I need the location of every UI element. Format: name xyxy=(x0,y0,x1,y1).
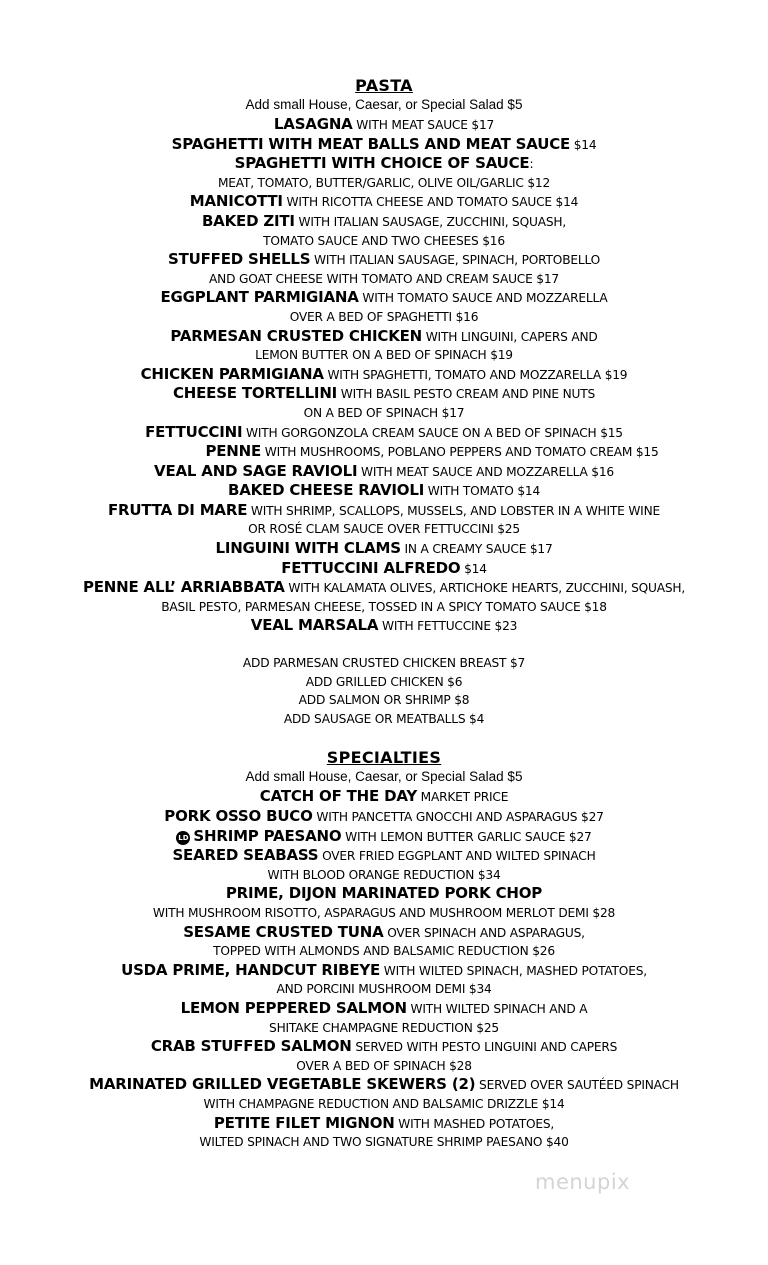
pasta-line xyxy=(0,308,768,327)
watermark-logo: menupix xyxy=(535,1170,631,1194)
dish-name: PARMESAN CRUSTED CHICKEN xyxy=(170,326,423,345)
dish-description: OR ROSÉ CLAM SAUCE OVER FETTUCCINI $25 xyxy=(248,522,520,537)
dish-description: WITH TOMATO $14 xyxy=(424,484,541,499)
dish-description: WITH WILTED SPINACH, MASHED POTATOES, xyxy=(380,963,647,978)
pasta-line xyxy=(0,520,768,539)
dish-description: $14 xyxy=(460,561,487,576)
dish-description: AND PORCINI MUSHROOM DEMI $34 xyxy=(276,982,492,997)
specialties-line xyxy=(0,1114,768,1134)
pasta-line xyxy=(0,192,768,212)
addon-item: ADD SAUSAGE OR MEATBALLS $4 xyxy=(283,711,485,726)
dish-name: VEAL MARSALA xyxy=(250,616,379,635)
pasta-line xyxy=(0,559,768,579)
dish-name: MARINATED GRILLED VEGETABLE SKEWERS (2) xyxy=(89,1075,476,1094)
dish-description: OVER SPINACH AND ASPARAGUS, xyxy=(383,925,585,940)
pasta-line xyxy=(0,423,768,443)
specialties-line xyxy=(0,1019,768,1038)
dish-description: WITH MEAT SAUCE AND MOZZARELLA $16 xyxy=(357,464,614,479)
dish-description: IN A CREAMY SAUCE $17 xyxy=(400,542,553,557)
dish-name: PETITE FILET MIGNON xyxy=(213,1113,395,1132)
dish-name: SHRIMP PAESANO xyxy=(193,826,342,845)
ld-badge-icon: LD xyxy=(176,831,190,845)
dish-name: FETTUCCINI ALFREDO xyxy=(281,558,461,577)
pasta-line xyxy=(0,365,768,385)
specialties-line xyxy=(0,1037,768,1057)
dish-description: WITH LINGUINI, CAPERS AND xyxy=(422,329,598,344)
pasta-addons xyxy=(0,654,768,728)
dish-name: PORK OSSO BUCO xyxy=(164,807,313,825)
specialties-line xyxy=(0,961,768,981)
dish-name: PRIME, DIJON MARINATED PORK CHOP xyxy=(225,884,543,903)
dish-name: BAKED CHEESE RAVIOLI xyxy=(227,481,425,500)
specialties-line xyxy=(0,884,768,904)
pasta-line xyxy=(0,346,768,365)
dish-description: OVER A BED OF SPAGHETTI $16 xyxy=(289,309,479,324)
dish-description: WITH MUSHROOMS, POBLANO PEPPERS AND TOMATO CREAM $15 xyxy=(261,445,659,460)
pasta-line xyxy=(0,462,768,482)
pasta-line xyxy=(0,135,768,155)
dish-name: USDA PRIME, HANDCUT RIBEYE xyxy=(121,960,381,979)
dish-description: BASIL PESTO, PARMESAN CHEESE, TOSSED IN A SPICY TOMATO SAUCE $18 xyxy=(161,599,607,614)
dish-description: SERVED OVER SAUTÉED SPINACH xyxy=(475,1078,679,1093)
specialties-line xyxy=(0,1095,768,1114)
dish-name: SPAGHETTI WITH CHOICE OF SAUCE xyxy=(234,154,530,173)
specialties-line xyxy=(0,904,768,923)
dish-description: ON A BED OF SPINACH $17 xyxy=(303,405,465,420)
dish-name: STUFFED SHELLS xyxy=(167,250,311,269)
dish-description: WITH RICOTTA CHEESE AND TOMATO SAUCE $14 xyxy=(282,195,579,210)
specialties-items xyxy=(0,787,768,1151)
specialties-line xyxy=(0,846,768,866)
dish-description: $14 xyxy=(570,137,597,152)
dish-description: MARKET PRICE xyxy=(417,790,509,805)
dish-description: AND GOAT CHEESE WITH TOMATO AND CREAM SAUCE $17 xyxy=(209,271,559,286)
dish-name: CHEESE TORTELLINI xyxy=(172,384,338,403)
dish-description: TOPPED WITH ALMONDS AND BALSAMIC REDUCTION $26 xyxy=(213,944,555,959)
pasta-line xyxy=(0,327,768,347)
dish-description: LEMON BUTTER ON A BED OF SPINACH $19 xyxy=(255,348,513,363)
pasta-line xyxy=(0,115,768,135)
dish-description: WITH FETTUCCINE $23 xyxy=(378,619,518,634)
dish-name: BAKED ZITI xyxy=(201,211,295,230)
pasta-line xyxy=(0,404,768,423)
dish-name: LEMON PEPPERED SALMON xyxy=(180,998,407,1017)
pasta-line xyxy=(0,232,768,251)
addon-item: ADD SALMON OR SHRIMP $8 xyxy=(298,693,470,708)
menu-page xyxy=(0,76,768,1152)
dish-name: SPAGHETTI WITH MEAT BALLS AND MEAT SAUCE xyxy=(171,134,571,153)
specialties-line xyxy=(0,923,768,943)
dish-name: LINGUINI WITH CLAMS xyxy=(215,539,401,558)
specialties-line xyxy=(0,942,768,961)
dish-description: WITH KALAMATA OLIVES, ARTICHOKE HEARTS, ZUCCHINI, SQUASH, xyxy=(284,581,686,596)
specialties-line xyxy=(0,827,768,847)
dish-name: EGGPLANT PARMIGIANA xyxy=(160,288,359,307)
specialties-line xyxy=(0,866,768,885)
dish-description: WITH SHRIMP, SCALLOPS, MUSSELS, AND LOBSTER IN A WHITE WINE xyxy=(247,503,660,518)
dish-description: WITH CHAMPAGNE REDUCTION AND BALSAMIC DRIZZLE $14 xyxy=(203,1096,565,1111)
pasta-line xyxy=(0,250,768,270)
specialties-line xyxy=(0,980,768,999)
dish-name: CRAB STUFFED SALMON xyxy=(150,1037,352,1056)
pasta-line xyxy=(0,616,768,636)
specialties-heading: SPECIALTIES xyxy=(326,748,442,768)
dish-description: WITH BASIL PESTO CREAM AND PINE NUTS xyxy=(337,387,596,402)
dish-name: CHICKEN PARMIGIANA xyxy=(140,364,324,383)
dish-name: FRUTTA DI MARE xyxy=(108,500,248,519)
pasta-line xyxy=(0,270,768,289)
pasta-line xyxy=(0,539,768,559)
specialties-line xyxy=(0,999,768,1019)
pasta-line xyxy=(0,384,768,404)
dish-name: LASAGNA xyxy=(273,115,353,133)
dish-name: PENNE xyxy=(205,442,262,461)
dish-name: SESAME CRUSTED TUNA xyxy=(183,922,384,941)
dish-description: OVER A BED OF SPINACH $28 xyxy=(296,1058,472,1073)
specialties-line xyxy=(0,807,768,827)
specialties-section xyxy=(0,748,768,1151)
dish-description: WITH GORGONZOLA CREAM SAUCE ON A BED OF SPINACH $15 xyxy=(242,425,623,440)
pasta-line xyxy=(0,154,768,174)
dish-description: WITH MUSHROOM RISOTTO, ASPARAGUS AND MUSHROOM MERLOT DEMI $28 xyxy=(152,905,616,920)
dish-name: VEAL AND SAGE RAVIOLI xyxy=(154,461,358,480)
dish-description: WITH ITALIAN SAUSAGE, ZUCCHINI, SQUASH, xyxy=(294,214,567,229)
dish-name: MANICOTTI xyxy=(189,192,283,211)
dish-description: OVER FRIED EGGPLANT AND WILTED SPINACH xyxy=(318,849,596,864)
specialties-line xyxy=(0,787,768,807)
pasta-line xyxy=(0,442,768,462)
pasta-line xyxy=(0,598,768,617)
dish-description: WITH WILTED SPINACH AND A xyxy=(406,1001,588,1016)
dish-description: WITH ITALIAN SAUSAGE, SPINACH, PORTOBELLO xyxy=(310,253,600,268)
dish-description: WILTED SPINACH AND TWO SIGNATURE SHRIMP PAESANO $40 xyxy=(199,1135,569,1150)
pasta-line xyxy=(0,501,768,521)
dish-description: WITH MASHED POTATOES, xyxy=(394,1116,555,1131)
specialties-salad-note: Add small House, Caesar, or Special Salad $5 xyxy=(245,769,523,785)
pasta-line xyxy=(0,481,768,501)
dish-name: FETTUCCINI xyxy=(145,422,243,441)
pasta-line xyxy=(0,212,768,232)
dish-description: MEAT, TOMATO, BUTTER/GARLIC, OLIVE OIL/GARLIC $12 xyxy=(217,175,551,190)
pasta-salad-note: Add small House, Caesar, or Special Salad $5 xyxy=(245,97,523,112)
pasta-section xyxy=(0,76,768,728)
specialties-line xyxy=(0,1133,768,1152)
dish-description: WITH SPAGHETTI, TOMATO AND MOZZARELLA $19 xyxy=(323,367,628,382)
dish-description: : xyxy=(529,157,534,172)
pasta-line xyxy=(0,174,768,193)
pasta-line xyxy=(0,288,768,308)
addon-item: ADD PARMESAN CRUSTED CHICKEN BREAST $7 xyxy=(242,656,526,671)
dish-name: PENNE ALL’ ARRIABBATA xyxy=(82,578,285,597)
dish-description: WITH LEMON BUTTER GARLIC SAUCE $27 xyxy=(341,829,592,844)
dish-name: SEARED SEABASS xyxy=(172,846,319,865)
dish-description: WITH PANCETTA GNOCCHI AND ASPARAGUS $27 xyxy=(312,810,604,824)
dish-description: SHITAKE CHAMPAGNE REDUCTION $25 xyxy=(269,1020,499,1035)
specialties-line xyxy=(0,1057,768,1076)
pasta-heading: PASTA xyxy=(355,76,413,95)
dish-description: SERVED WITH PESTO LINGUINI AND CAPERS xyxy=(351,1040,618,1055)
addon-item: ADD GRILLED CHICKEN $6 xyxy=(305,674,463,689)
pasta-items xyxy=(0,115,768,636)
dish-description: TOMATO SAUCE AND TWO CHEESES $16 xyxy=(263,233,505,248)
pasta-line xyxy=(0,578,768,598)
dish-description: WITH MEAT SAUCE $17 xyxy=(352,118,495,132)
specialties-line xyxy=(0,1075,768,1095)
dish-name: CATCH OF THE DAY xyxy=(259,787,417,806)
dish-description: WITH BLOOD ORANGE REDUCTION $34 xyxy=(267,867,501,882)
dish-description: WITH TOMATO SAUCE AND MOZZARELLA xyxy=(358,291,608,306)
